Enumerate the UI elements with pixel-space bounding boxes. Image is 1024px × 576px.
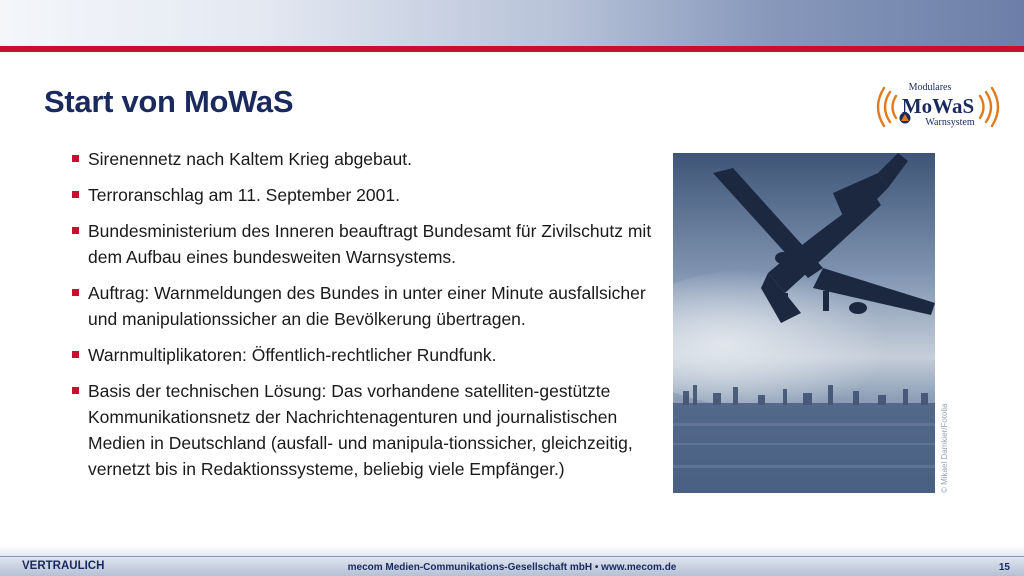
bullet-item [72, 146, 652, 172]
bullet-text: Bundesministerium des Inneren beauftragt Bundesamt für Zivilschutz mit dem Aufbau eines bundesweiten Warnsystems. [88, 221, 652, 267]
bullet-list [72, 146, 652, 492]
page-number: 15 [998, 562, 1010, 573]
bullet-marker [72, 191, 79, 198]
slide-title: Start von MoWaS [44, 84, 294, 119]
bullet-text: Auftrag: Warnmeldungen des Bundes in unter einer Minute ausfallsicher und manipulationssicher an die Bevölkerung übertragen. [88, 283, 646, 329]
company-info: mecom Medien-Communikations-Gesellschaft mbH • www.mecom.de [347, 562, 677, 573]
bullet-text: Terroranschlag am 11. September 2001. [88, 185, 400, 205]
bullet-item [72, 342, 652, 368]
airplane-photo [673, 153, 935, 493]
bullet-item [72, 280, 652, 332]
logo-line1: Modulares [908, 82, 952, 93]
bullet-text: Basis der technischen Lösung: Das vorhandene satelliten-gestützte Kommunikationsnetz der Nachrichtenagenturen und journalistischen Medien in Deutschland (ausfall- und manipula-tionssicher, gleichzeitig, vernetzt bis in Redaktionssysteme, beliebig viele Empfänger.) [88, 381, 633, 479]
header-band [0, 0, 1024, 46]
bullet-marker [72, 289, 79, 296]
header-divider [0, 46, 1024, 52]
bullet-text: Sirenennetz nach Kaltem Krieg abgebaut. [88, 149, 412, 169]
footer-divider [0, 556, 1024, 557]
bullet-text: Warnmultiplikatoren: Öffentlich-rechtlicher Rundfunk. [88, 345, 497, 365]
bullet-marker [72, 387, 79, 394]
bullet-marker [72, 351, 79, 358]
bullet-item [72, 378, 652, 482]
logo-line2: MoWaS [901, 94, 975, 118]
bullet-item [72, 182, 652, 208]
logo-line3: Warnsystem [925, 117, 975, 128]
bullet-item [72, 218, 652, 270]
photo-credit: © Mikael Damkier/Fotolia [940, 403, 949, 493]
bullet-marker [72, 155, 79, 162]
mowas-logo [872, 78, 1004, 136]
confidential-label: VERTRAULICH [22, 560, 105, 572]
bullet-marker [72, 227, 79, 234]
